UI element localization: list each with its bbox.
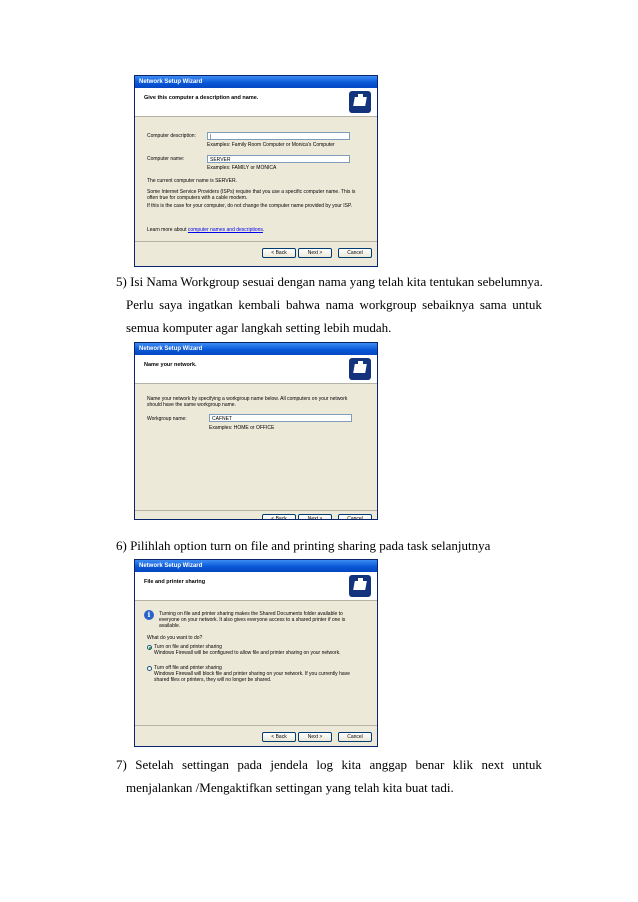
window-title: Network Setup Wizard	[135, 343, 377, 355]
info-line1: Turning on file and printer sharing makes the Shared Documents folder available to	[159, 611, 343, 617]
next-button[interactable]: Next >	[298, 514, 332, 520]
wizard-header	[135, 572, 377, 601]
opt1-description: Windows Firewall will be configured to allow file and printer sharing on your network.	[154, 650, 341, 656]
opt2-description-line2: shared files or printers, they will no longer be shared.	[154, 677, 272, 683]
wizard-body	[135, 601, 377, 746]
next-button[interactable]: Next >	[298, 248, 332, 258]
step5-line3: semua komputer agar langkah setting lebih mudah.	[126, 320, 392, 335]
turn-off-sharing-radio[interactable]	[147, 666, 152, 671]
info-line3: available.	[159, 623, 181, 629]
opt1-label[interactable]: Turn on file and printer sharing	[154, 644, 222, 650]
word: nama	[325, 297, 354, 312]
info-line2: everyone on your network. It also gives everyone access to a shared printer if one is	[159, 617, 346, 623]
wizard-header	[135, 88, 377, 117]
wizard-body	[135, 384, 377, 519]
name-example: Examples: FAMILY or MONICA	[207, 165, 277, 171]
workgroup-example: Examples: HOME or OFFICE	[209, 425, 275, 431]
word: saya	[159, 297, 183, 312]
desc-label: Computer description:	[147, 133, 196, 139]
isp-text-line1: Some Internet Service Providers (ISPs) require that you use a specific computer name. This is	[147, 189, 356, 195]
wizard-heading: Name your network.	[144, 362, 197, 368]
network-wizard-icon	[349, 358, 371, 380]
network-wizard-icon	[349, 91, 371, 113]
wizard-screenshot-computer-name	[134, 75, 378, 267]
desc-example: Examples: Family Room Computer or Monica's Computer	[207, 142, 335, 148]
wizard-screenshot-file-sharing	[134, 559, 378, 747]
name-label: Computer name:	[147, 156, 185, 162]
current-name-text: The current computer name is SERVER.	[147, 178, 237, 184]
word: sebaiknya	[422, 297, 475, 312]
word: pada	[237, 757, 262, 772]
opt2-description-line1: Windows Firewall will block file and printer sharing on your network. If you currently have	[154, 671, 350, 677]
step6-line1: 6) Pilihlah option turn on file and printing sharing pada task selanjutnya	[116, 538, 491, 553]
question-text: What do you want to do?	[147, 635, 203, 641]
button-separator	[135, 725, 377, 726]
workgroup-label: Workgroup name:	[147, 416, 187, 422]
wizard-screenshot-workgroup	[134, 342, 378, 520]
word: Perlu	[126, 297, 154, 312]
word: bahwa	[285, 297, 320, 312]
wizard-heading: Give this computer a description and name.	[144, 95, 259, 101]
word: kembali	[238, 297, 281, 312]
next-button[interactable]: Next >	[298, 732, 332, 742]
word: anggap	[369, 757, 407, 772]
step5-line1: 5) Isi Nama Workgroup sesuai dengan nama yang telah kita tentukan sebelumnya.	[116, 274, 543, 289]
window-title: Network Setup Wizard	[135, 76, 377, 88]
button-separator	[135, 241, 377, 242]
word: benar	[415, 757, 445, 772]
back-button[interactable]: < Back	[262, 732, 296, 742]
word: klik	[452, 757, 473, 772]
word: untuk	[512, 297, 542, 312]
learn-more-suffix: .	[262, 227, 265, 233]
step5-line2	[126, 297, 542, 313]
opt2-label[interactable]: Turn off file and printer sharing	[154, 665, 222, 671]
cancel-button[interactable]: Cancel	[338, 248, 372, 258]
isp-text-line2: often true for computers with a cable modem.	[147, 195, 248, 201]
learn-more-prefix: Learn more about	[147, 227, 187, 233]
cancel-button[interactable]: Cancel	[338, 514, 372, 520]
workgroup-intro-line1: Name your network by specifying a workgroup name below. All computers on your network	[147, 396, 348, 402]
button-separator	[135, 510, 377, 511]
step7-line2: menjalankan /Mengaktifkan settingan yang telah kita buat tadi.	[126, 780, 454, 795]
word: next	[481, 757, 504, 772]
word: sama	[479, 297, 507, 312]
word: kita	[341, 757, 361, 772]
workgroup-intro-line2: should have the same workgroup name.	[147, 402, 236, 408]
step7-line1	[116, 757, 542, 773]
isp-text-line3: If this is the case for your computer, do not change the computer name provided by your ISP.	[147, 203, 353, 209]
cancel-button[interactable]: Cancel	[338, 732, 372, 742]
turn-on-sharing-radio[interactable]	[147, 645, 152, 650]
wizard-body	[135, 117, 377, 266]
learn-more-link[interactable]: computer names and descriptions	[187, 227, 263, 233]
word: log	[316, 757, 334, 772]
word: settingan	[182, 757, 229, 772]
word: untuk	[512, 757, 542, 772]
workgroup-name-input[interactable]: CAFNET	[209, 414, 352, 422]
computer-description-input[interactable]: |	[207, 132, 350, 140]
network-wizard-icon	[349, 575, 371, 597]
computer-name-input[interactable]: SERVER	[207, 155, 350, 163]
wizard-heading: File and printer sharing	[144, 579, 206, 585]
window-title: Network Setup Wizard	[135, 560, 377, 572]
word: 7)	[116, 757, 127, 772]
word: ingatkan	[187, 297, 233, 312]
wizard-header	[135, 355, 377, 384]
word: jendela	[270, 757, 308, 772]
word: workgroup	[359, 297, 417, 312]
word: Setelah	[135, 757, 174, 772]
back-button[interactable]: < Back	[262, 248, 296, 258]
back-button[interactable]: < Back	[262, 514, 296, 520]
info-icon: i	[144, 610, 154, 620]
learn-more-text	[147, 227, 264, 234]
